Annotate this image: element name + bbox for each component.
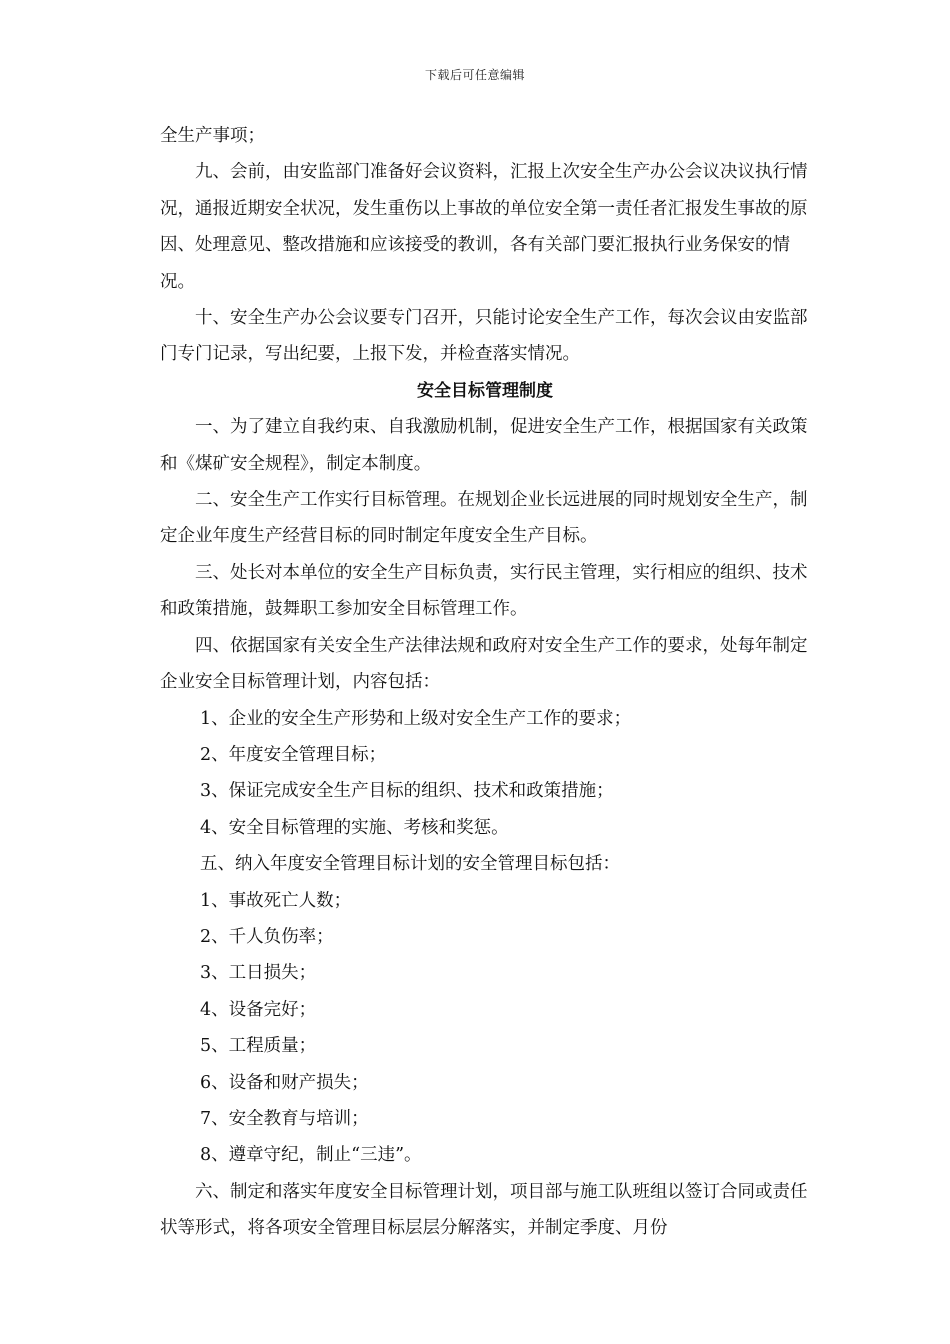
list-item: 1、企业的安全生产形势和上级对安全生产工作的要求； [200,708,632,729]
paragraph: 二、安全生产工作实行目标管理。在规划企业长远进展的同时规划安全生产，制定企业年度生产经营目标的同时制定年度安全生产目标。 [160,490,808,547]
list-item: 2、年度安全管理目标； [200,744,387,765]
paragraph: 十、安全生产办公会议要专门召开，只能讨论安全生产工作，每次会议由安监部门专门记录，写出纪要，上报下发，并检查落实情况。 [160,308,808,365]
section-title: 安全目标管理制度 [417,380,553,401]
list-item: 8、遵章守纪，制止“三违”。 [200,1145,422,1166]
list-item: 1、事故死亡人数； [200,890,352,911]
list-item: 5、工程质量； [200,1036,317,1057]
paragraph: 全生产事项； [160,126,265,146]
paragraph: 四、依据国家有关安全生产法律法规和政府对安全生产工作的要求，处每年制定企业安全目标管理计划，内容包括： [160,635,808,693]
paragraph: 三、处长对本单位的安全生产目标负责，实行民主管理，实行相应的组织、技术和政策措施，鼓舞职工参加安全目标管理工作。 [160,562,808,620]
paragraph: 九、会前，由安监部门准备好会议资料，汇报上次安全生产办公会议决议执行情况，通报近期安全状况，发生重伤以上事故的单位安全第一责任者汇报发生事故的原因、处理意见、整改措施和应该接受的教训，各有关部门要汇报执行业务保安的情况。 [160,162,808,292]
list-item: 7、安全教育与培训； [200,1108,369,1129]
list-item: 3、工日损失； [200,963,317,984]
document-body [160,118,810,1247]
list-item: 4、设备完好； [200,999,317,1020]
paragraph: 六、制定和落实年度安全目标管理计划，项目部与施工队班组以签订合同或责任状等形式，将各项安全管理目标层层分解落实，并制定季度、月份 [160,1181,808,1239]
page-header: 下载后可任意编辑 [424,68,525,82]
paragraph: 五、纳入年度安全管理目标计划的安全管理目标包括： [200,854,620,875]
list-item: 4、安全目标管理的实施、考核和奖惩。 [200,817,509,838]
list-item: 3、保证完成安全生产目标的组织、技术和政策措施； [200,781,614,802]
list-item: 6、设备和财产损失； [200,1072,369,1093]
list-item: 2、千人负伤率； [200,926,334,947]
paragraph: 一、为了建立自我约束、自我激励机制，促进安全生产工作，根据国家有关政策和《煤矿安全规程》，制定本制度。 [160,417,808,474]
